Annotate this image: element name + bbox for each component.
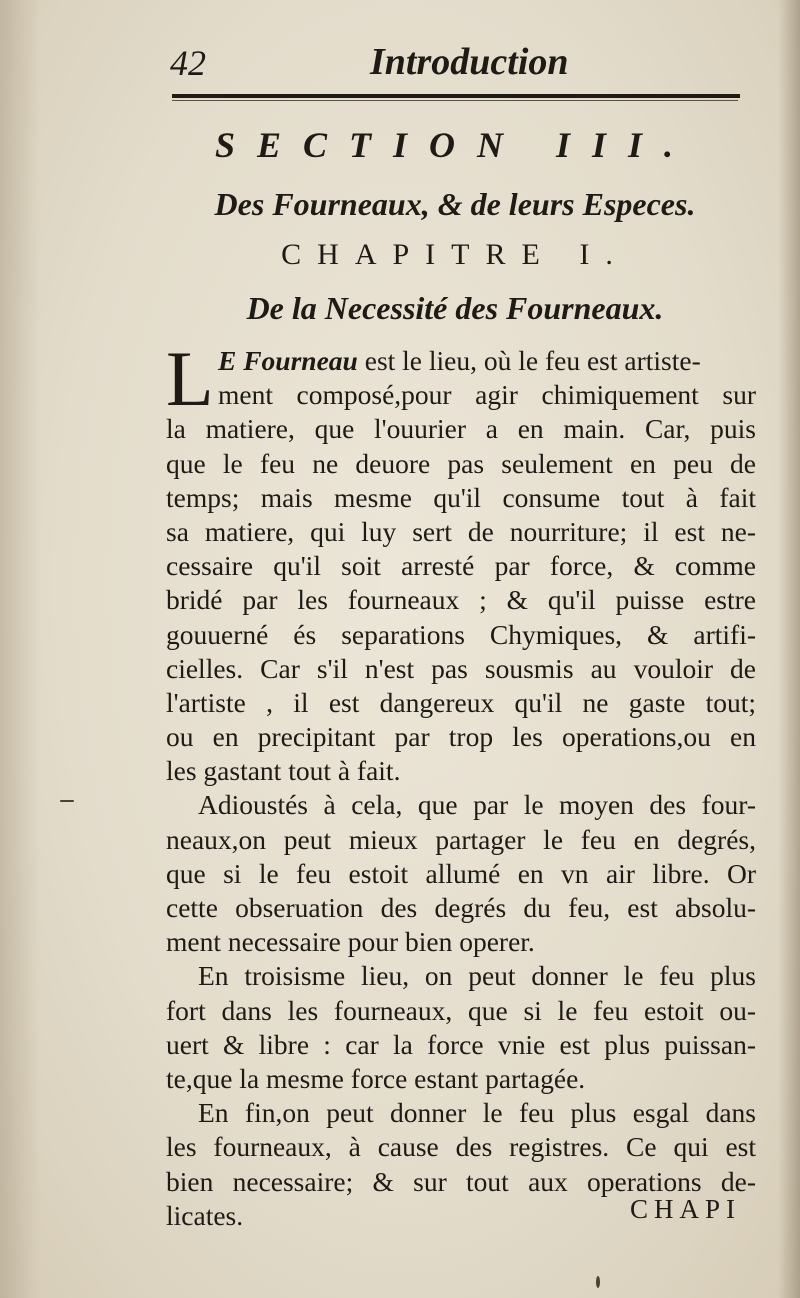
text-line: Adioustés à cela, que par le moyen des four- bbox=[198, 789, 756, 821]
text-line: ment composé,pour agir chimiquement sur bbox=[218, 379, 756, 411]
chapter-title: CHAPITRE I. bbox=[281, 238, 629, 271]
text-line: gouuerné és separations Chymiques, & artifi- bbox=[166, 618, 756, 650]
ink-spot bbox=[60, 800, 74, 802]
running-head bbox=[170, 38, 740, 88]
text-line: uert & libre : car la force vnie est plus puissan- bbox=[166, 1028, 756, 1060]
body-text bbox=[166, 335, 756, 1233]
text-line: bridé par les fourneaux ; & qu'il puisse estre bbox=[166, 584, 756, 616]
text-line: la matiere, que l'ouurier a en main. Car, puis bbox=[166, 413, 756, 445]
section-title: SECTION III. bbox=[214, 125, 696, 165]
text-line: cessaire qu'il soit arresté par force, & comme bbox=[166, 550, 756, 582]
drop-cap: L bbox=[166, 335, 214, 422]
catchword: CHAPI bbox=[630, 1194, 742, 1224]
chapter-subtitle: De la Necessité des Fourneaux. bbox=[246, 290, 664, 326]
text-line: que si le feu estoit allumé en vn air libre. Or bbox=[166, 857, 756, 889]
text-line: bien necessaire; & sur tout aux operations de- bbox=[166, 1165, 756, 1197]
text-line: En troisisme lieu, on peut donner le feu plus bbox=[198, 960, 756, 992]
page-edge bbox=[778, 0, 800, 1298]
text-line: l'artiste , il est dangereux qu'il ne gaste tout; bbox=[166, 686, 756, 718]
gutter-shadow bbox=[0, 0, 40, 1298]
running-title: Introduction bbox=[370, 41, 569, 83]
text-line: te,que la mesme force estant partagée. bbox=[166, 1062, 586, 1094]
line-text: est le lieu, où le feu est artiste- bbox=[357, 345, 701, 376]
page-number: 42 bbox=[170, 43, 206, 83]
text-line: cielles. Car s'il n'est pas sousmis au vouloir de bbox=[166, 652, 756, 684]
text-line: les fourneaux, à cause des registres. Ce qui est bbox=[166, 1131, 756, 1163]
text-line: neaux,on peut mieux partager le feu en degrés, bbox=[166, 823, 756, 855]
ink-spot bbox=[596, 1276, 600, 1288]
text-line: ment necessaire pour bien operer. bbox=[166, 926, 535, 958]
text-line bbox=[166, 344, 756, 378]
text-line: fort dans les fourneaux, que si le feu estoit ou- bbox=[166, 994, 756, 1026]
header-rule bbox=[172, 94, 740, 98]
text-line: En fin,on peut donner le feu plus esgal dans bbox=[198, 1097, 756, 1129]
text-line: sa matiere, qui luy sert de nourriture; il est ne- bbox=[166, 515, 756, 547]
text-line: ou en precipitant par trop les operations,ou en bbox=[166, 721, 756, 753]
text-line: licates. bbox=[166, 1199, 244, 1231]
text-line: les gastant tout à fait. bbox=[166, 755, 401, 787]
text-line: que le feu ne deuore pas seulement en peu de bbox=[166, 447, 756, 479]
text-line: temps; mais mesme qu'il consume tout à fait bbox=[166, 481, 756, 513]
lead-italic: E Fourneau bbox=[218, 345, 358, 376]
text-line: cette obseruation des degrés du feu, est absolu- bbox=[166, 892, 756, 923]
header-rule-thin bbox=[172, 100, 738, 101]
section-subtitle: Des Fourneaux, & de leurs Especes. bbox=[214, 186, 696, 222]
